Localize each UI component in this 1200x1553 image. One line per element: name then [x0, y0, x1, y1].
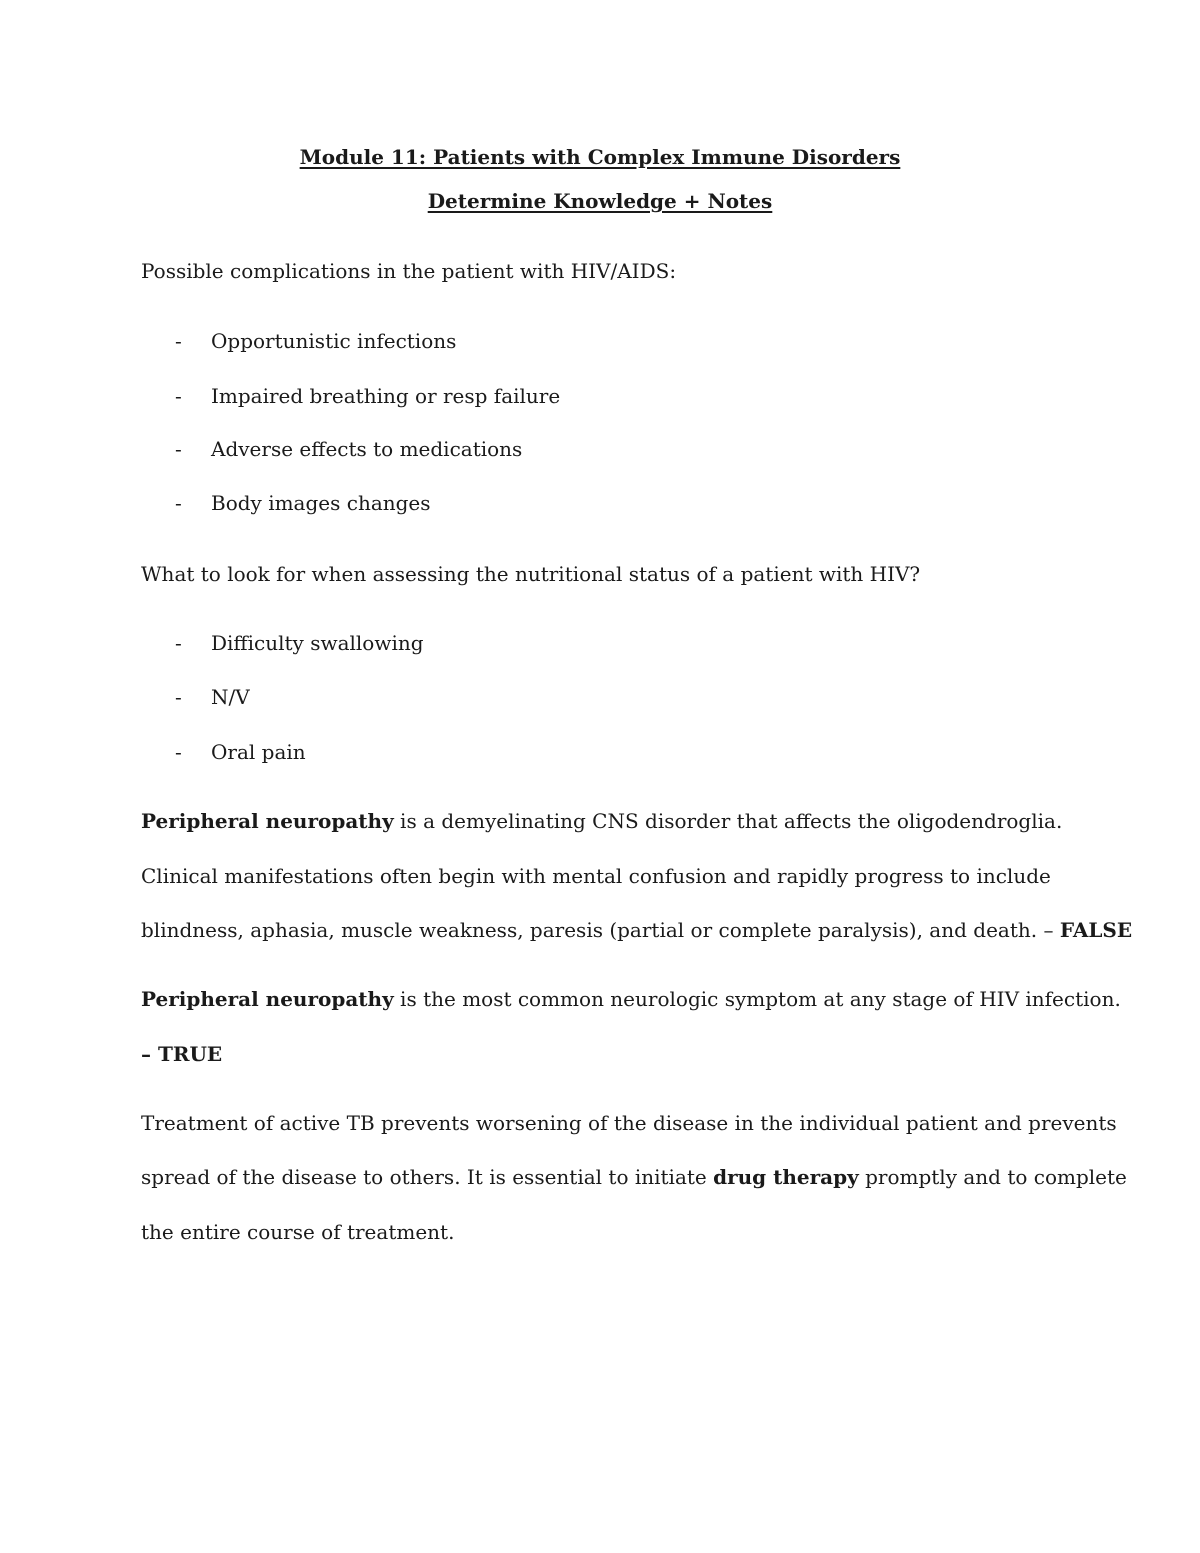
statement-2-verdict: [141, 1042, 222, 1066]
bullet-dash: -: [175, 384, 182, 408]
statement-2-line-1: [141, 987, 1121, 1011]
list-item: [175, 685, 250, 709]
statement-3-text-end: promptly and to complete: [858, 1165, 1127, 1189]
bullet-dash: -: [175, 437, 182, 461]
statement-1-text: is a demyelinating CNS disorder that affects the oligodendroglia.: [393, 809, 1063, 833]
list-item: [175, 437, 522, 461]
statement-1-verdict: FALSE: [1059, 918, 1133, 942]
list-item: [175, 329, 456, 353]
bullet-dash: -: [175, 631, 182, 655]
list-item-text: Opportunistic infections: [211, 329, 457, 353]
list-item-text: Impaired breathing or resp failure: [211, 384, 561, 408]
statement-3-line-2: [141, 1165, 1127, 1189]
section-complications-heading: Possible complications in the patient with HIV/AIDS:: [141, 259, 677, 283]
statement-1-line-2: Clinical manifestations often begin with mental confusion and rapidly progress to include: [141, 864, 1051, 888]
section-nutrition-heading: What to look for when assessing the nutritional status of a patient with HIV?: [141, 562, 921, 586]
list-item-text: Difficulty swallowing: [211, 631, 424, 655]
list-item-text: N/V: [211, 685, 250, 709]
bullet-dash: -: [175, 740, 182, 764]
list-item-text: Oral pain: [211, 740, 306, 764]
bullet-dash: -: [175, 685, 182, 709]
list-item-text: Adverse effects to medications: [211, 437, 523, 461]
list-item: [175, 740, 306, 764]
list-item: [175, 491, 431, 515]
statement-3-term: drug therapy: [713, 1165, 859, 1189]
statement-1-line-3: [141, 918, 1132, 942]
statement-2-term: Peripheral neuropathy: [141, 987, 394, 1011]
statement-2-text: is the most common neurologic symptom at any stage of HIV infection.: [393, 987, 1121, 1011]
statement-3-line-3: the entire course of treatment.: [141, 1220, 455, 1244]
statement-1-line-1: [141, 809, 1062, 833]
list-item-text: Body images changes: [211, 491, 431, 515]
statement-3-line-1: Treatment of active TB prevents worsening of the disease in the individual patient and prevents: [141, 1111, 1117, 1135]
list-item: [175, 384, 560, 408]
statement-2-verdict-text: – TRUE: [141, 1042, 223, 1066]
list-item: [175, 631, 424, 655]
document-title: Module 11: Patients with Complex Immune Disorders: [299, 145, 901, 169]
bullet-dash: -: [175, 329, 182, 353]
bullet-dash: -: [175, 491, 182, 515]
statement-1-text-end: blindness, aphasia, muscle weakness, paresis (partial or complete paralysis), and death. –: [141, 918, 1060, 942]
document-subtitle: Determine Knowledge + Notes: [427, 189, 773, 213]
statement-3-text-start: spread of the disease to others. It is essential to initiate: [141, 1165, 714, 1189]
statement-1-term: Peripheral neuropathy: [141, 809, 394, 833]
